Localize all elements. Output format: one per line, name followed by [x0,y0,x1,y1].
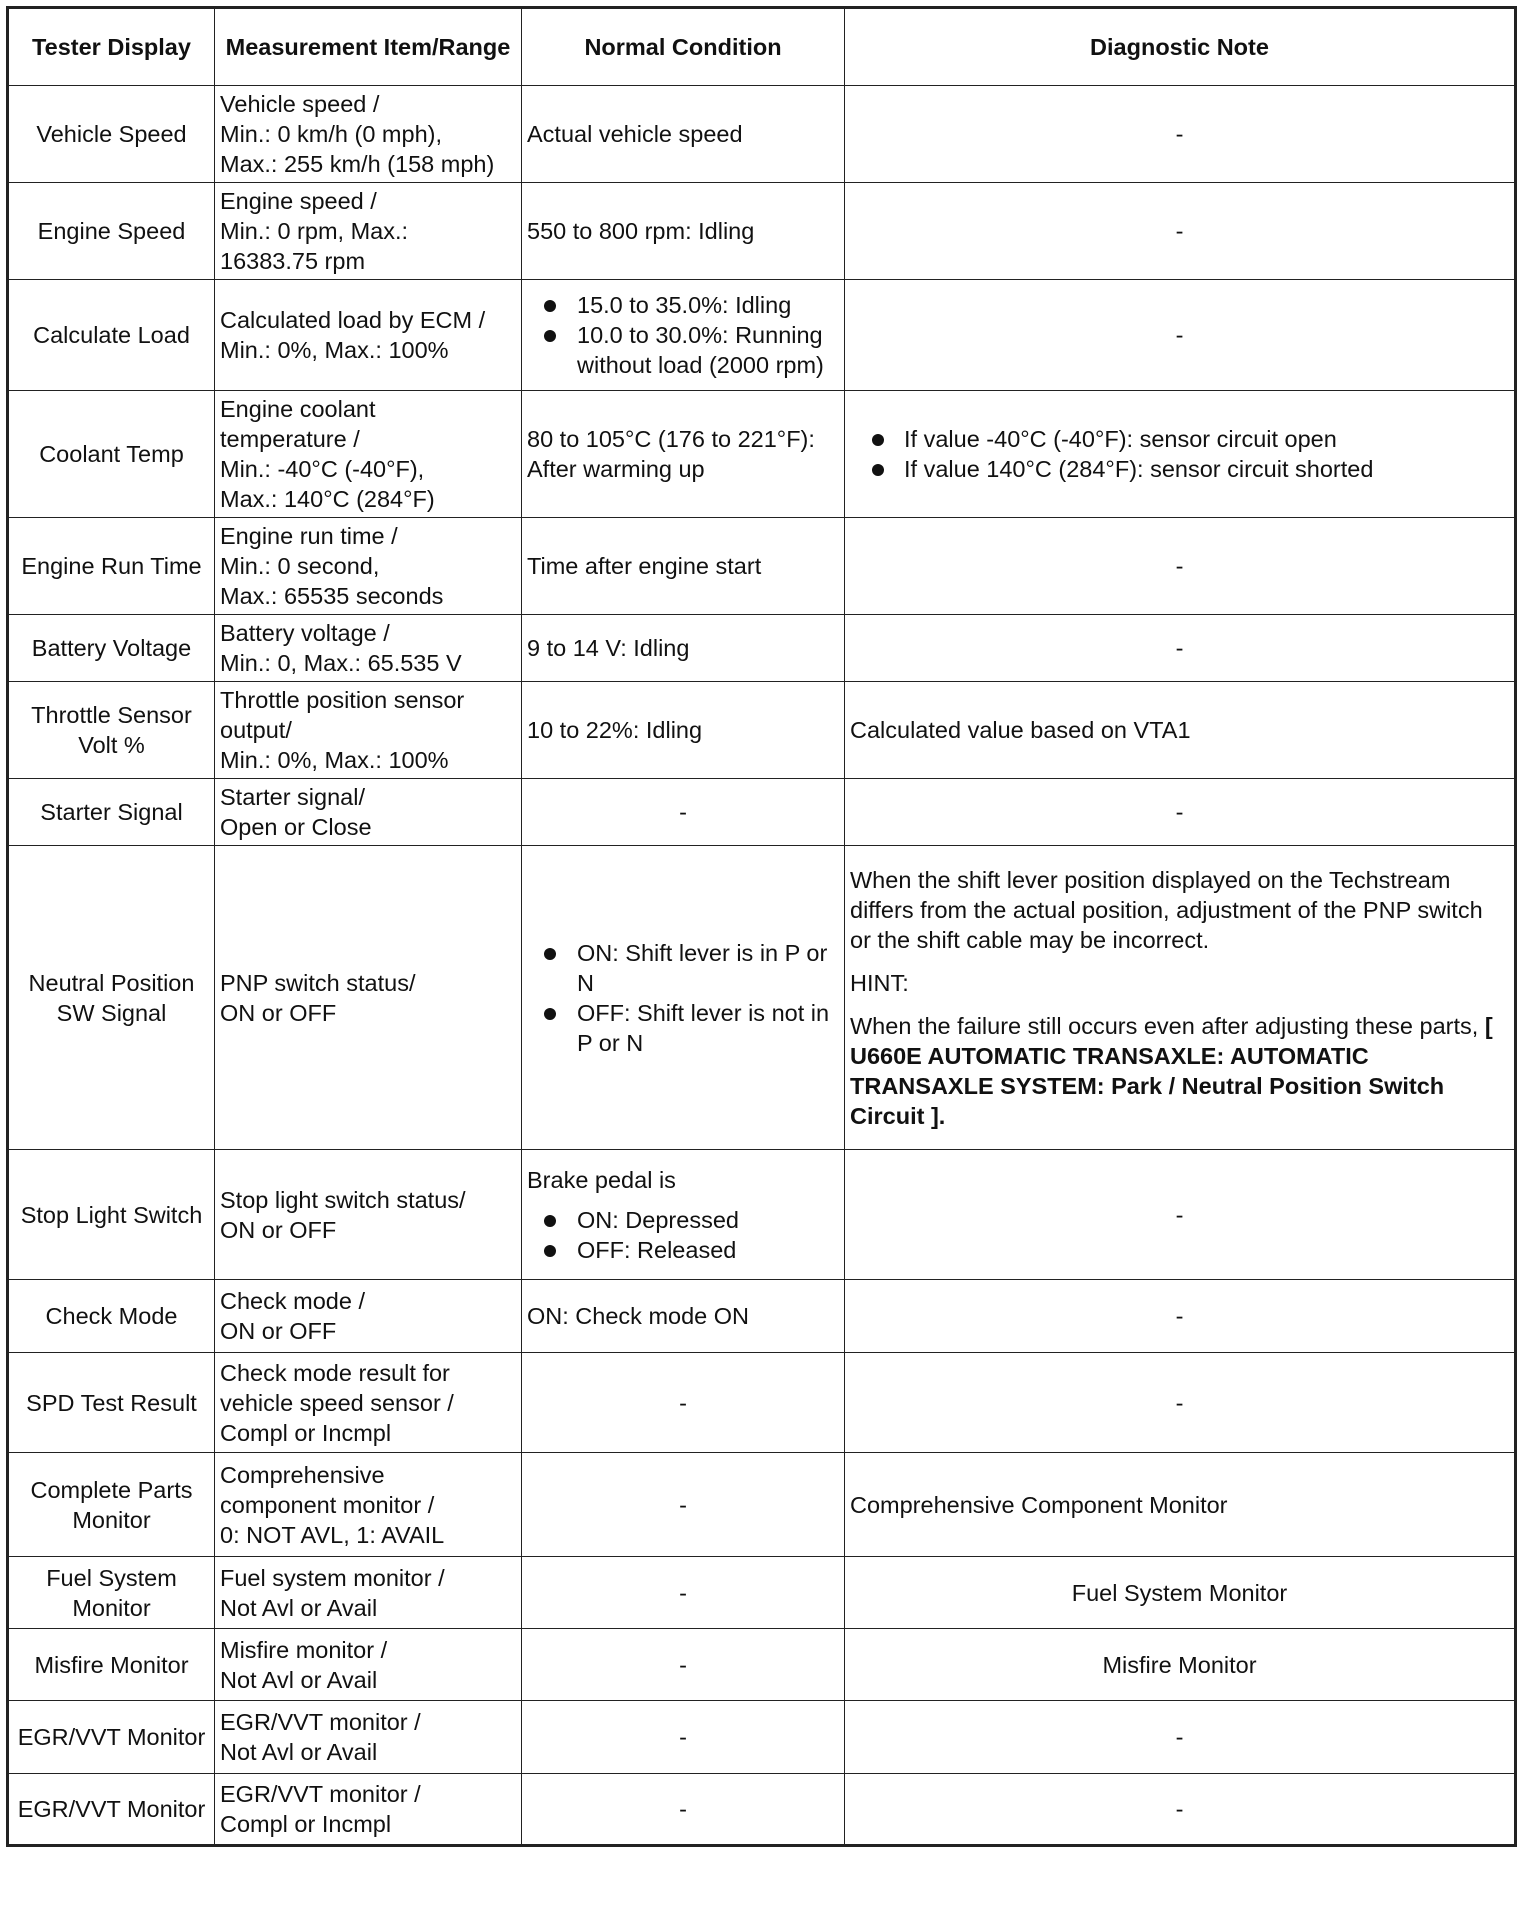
bullet-item: ON: Shift lever is in P or N [527,938,839,998]
table-row [8,1453,1516,1557]
normal-condition-cell: - [522,779,845,846]
tester-display-cell: Stop Light Switch [8,1150,215,1280]
measurement-cell: Check mode / ON or OFF [215,1280,522,1353]
diagnostic-note-cell: - [845,615,1516,682]
measurement-cell: Stop light switch status/ ON or OFF [215,1150,522,1280]
normal-condition-cell: Time after engine start [522,518,845,615]
table-row [8,280,1516,391]
table-row [8,183,1516,280]
normal-condition-cell: ON: Check mode ON [522,1280,845,1353]
normal-condition-cell: 9 to 14 V: Idling [522,615,845,682]
header-tester-display: Tester Display [8,8,215,86]
tester-display-cell: EGR/VVT Monitor [8,1774,215,1846]
note-paragraph: When the shift lever position displayed on the Techstream differs from the actual position, adjustment of the PNP switch or the shift cable may be incorrect. [850,866,1483,953]
diagnostic-note-cell: - [845,779,1516,846]
reference-link[interactable]: [ U660E AUTOMATIC TRANSAXLE: AUTOMATIC TRANSAXLE SYSTEM: Park / Neutral Position Switch Circuit ] [850,1012,1493,1129]
tester-display-cell: Complete Parts Monitor [8,1453,215,1557]
tester-display-cell: EGR/VVT Monitor [8,1701,215,1774]
diagnostic-note-cell [845,846,1516,1150]
measurement-cell: Engine coolant temperature / Min.: -40°C (-40°F), Max.: 140°C (284°F) [215,391,522,518]
header-diagnostic-note: Diagnostic Note [845,8,1516,86]
diagnostic-note-cell: - [845,183,1516,280]
measurement-cell: Engine speed / Min.: 0 rpm, Max.: 16383.75 rpm [215,183,522,280]
measurement-cell: Throttle position sensor output/ Min.: 0%, Max.: 100% [215,682,522,779]
normal-condition-cell: - [522,1557,845,1629]
tester-display-cell: Misfire Monitor [8,1629,215,1701]
table-row [8,1701,1516,1774]
diagnostic-note-cell [845,391,1516,518]
tester-display-cell: Neutral Position SW Signal [8,846,215,1150]
diagnostic-note-cell: - [845,1150,1516,1280]
measurement-cell: Calculated load by ECM / Min.: 0%, Max.: 100% [215,280,522,391]
measurement-cell: PNP switch status/ ON or OFF [215,846,522,1150]
table-row [8,1557,1516,1629]
measurement-cell: Vehicle speed / Min.: 0 km/h (0 mph), Max.: 255 km/h (158 mph) [215,86,522,183]
measurement-cell: EGR/VVT monitor / Not Avl or Avail [215,1701,522,1774]
tester-display-cell: Engine Run Time [8,518,215,615]
measurement-cell: Check mode result for vehicle speed sensor / Compl or Incmpl [215,1353,522,1453]
measurement-cell: Battery voltage / Min.: 0, Max.: 65.535 V [215,615,522,682]
table-row [8,1774,1516,1846]
normal-condition-cell: - [522,1774,845,1846]
normal-condition-cell [522,1150,845,1280]
table-row [8,391,1516,518]
table-row [8,1150,1516,1280]
diagnostic-note-cell: Comprehensive Component Monitor [845,1453,1516,1557]
header-measurement: Measurement Item/Range [215,8,522,86]
tester-display-cell: Fuel System Monitor [8,1557,215,1629]
bullet-item: 15.0 to 35.0%: Idling [527,290,839,320]
tester-display-cell: Vehicle Speed [8,86,215,183]
tester-display-cell: Engine Speed [8,183,215,280]
table-row [8,1629,1516,1701]
tester-display-cell: Starter Signal [8,779,215,846]
normal-intro: Brake pedal is [527,1166,676,1193]
tester-display-cell: Coolant Temp [8,391,215,518]
diagnostic-note-cell: - [845,280,1516,391]
tester-data-table [6,6,1517,1847]
table-row [8,779,1516,846]
table-row [8,1353,1516,1453]
header-row [8,8,1516,86]
normal-condition-cell: - [522,1353,845,1453]
diagnostic-note-cell: Misfire Monitor [845,1629,1516,1701]
measurement-cell: Comprehensive component monitor / 0: NOT AVL, 1: AVAIL [215,1453,522,1557]
tester-display-cell: Throttle Sensor Volt % [8,682,215,779]
table-row [8,518,1516,615]
normal-condition-cell: 10 to 22%: Idling [522,682,845,779]
diagnostic-note-cell: - [845,1280,1516,1353]
diagnostic-note-cell: Calculated value based on VTA1 [845,682,1516,779]
normal-condition-cell [522,846,845,1150]
bullet-item: ON: Depressed [527,1205,839,1235]
tester-display-cell: Calculate Load [8,280,215,391]
normal-condition-cell: - [522,1453,845,1557]
diagnostic-note-cell: - [845,1774,1516,1846]
normal-condition-cell: 550 to 800 rpm: Idling [522,183,845,280]
diagnostic-note-cell: - [845,1353,1516,1453]
measurement-cell: EGR/VVT monitor / Compl or Incmpl [215,1774,522,1846]
diagnostic-note-cell: Fuel System Monitor [845,1557,1516,1629]
normal-condition-cell: - [522,1701,845,1774]
measurement-cell: Engine run time / Min.: 0 second, Max.: 65535 seconds [215,518,522,615]
normal-condition-cell [522,280,845,391]
tester-display-cell: Battery Voltage [8,615,215,682]
bullet-item: OFF: Released [527,1235,839,1265]
measurement-cell: Fuel system monitor / Not Avl or Avail [215,1557,522,1629]
note-paragraph: When the failure still occurs even after adjusting these parts, [ U660E AUTOMATIC TRANSAXLE: AUTOMATIC TRANSAXLE SYSTEM: Park / Neutral Position Switch Circuit ]. [850,1012,1493,1129]
bullet-item: If value 140°C (284°F): sensor circuit shorted [850,454,1509,484]
tester-display-cell: Check Mode [8,1280,215,1353]
bullet-item: If value -40°C (-40°F): sensor circuit open [850,424,1509,454]
table-row [8,86,1516,183]
normal-condition-cell: 80 to 105°C (176 to 221°F): After warming up [522,391,845,518]
header-normal-condition: Normal Condition [522,8,845,86]
table-row [8,615,1516,682]
diagnostic-note-cell: - [845,518,1516,615]
normal-condition-cell: - [522,1629,845,1701]
table-row [8,846,1516,1150]
diagnostic-note-cell: - [845,86,1516,183]
bullet-item: 10.0 to 30.0%: Running without load (2000 rpm) [527,320,839,380]
table-row [8,682,1516,779]
tester-display-cell: SPD Test Result [8,1353,215,1453]
diagnostic-note-cell: - [845,1701,1516,1774]
hint-label: HINT: [850,969,909,996]
bullet-item: OFF: Shift lever is not in P or N [527,998,839,1058]
measurement-cell: Starter signal/ Open or Close [215,779,522,846]
measurement-cell: Misfire monitor / Not Avl or Avail [215,1629,522,1701]
table-row [8,1280,1516,1353]
normal-condition-cell: Actual vehicle speed [522,86,845,183]
